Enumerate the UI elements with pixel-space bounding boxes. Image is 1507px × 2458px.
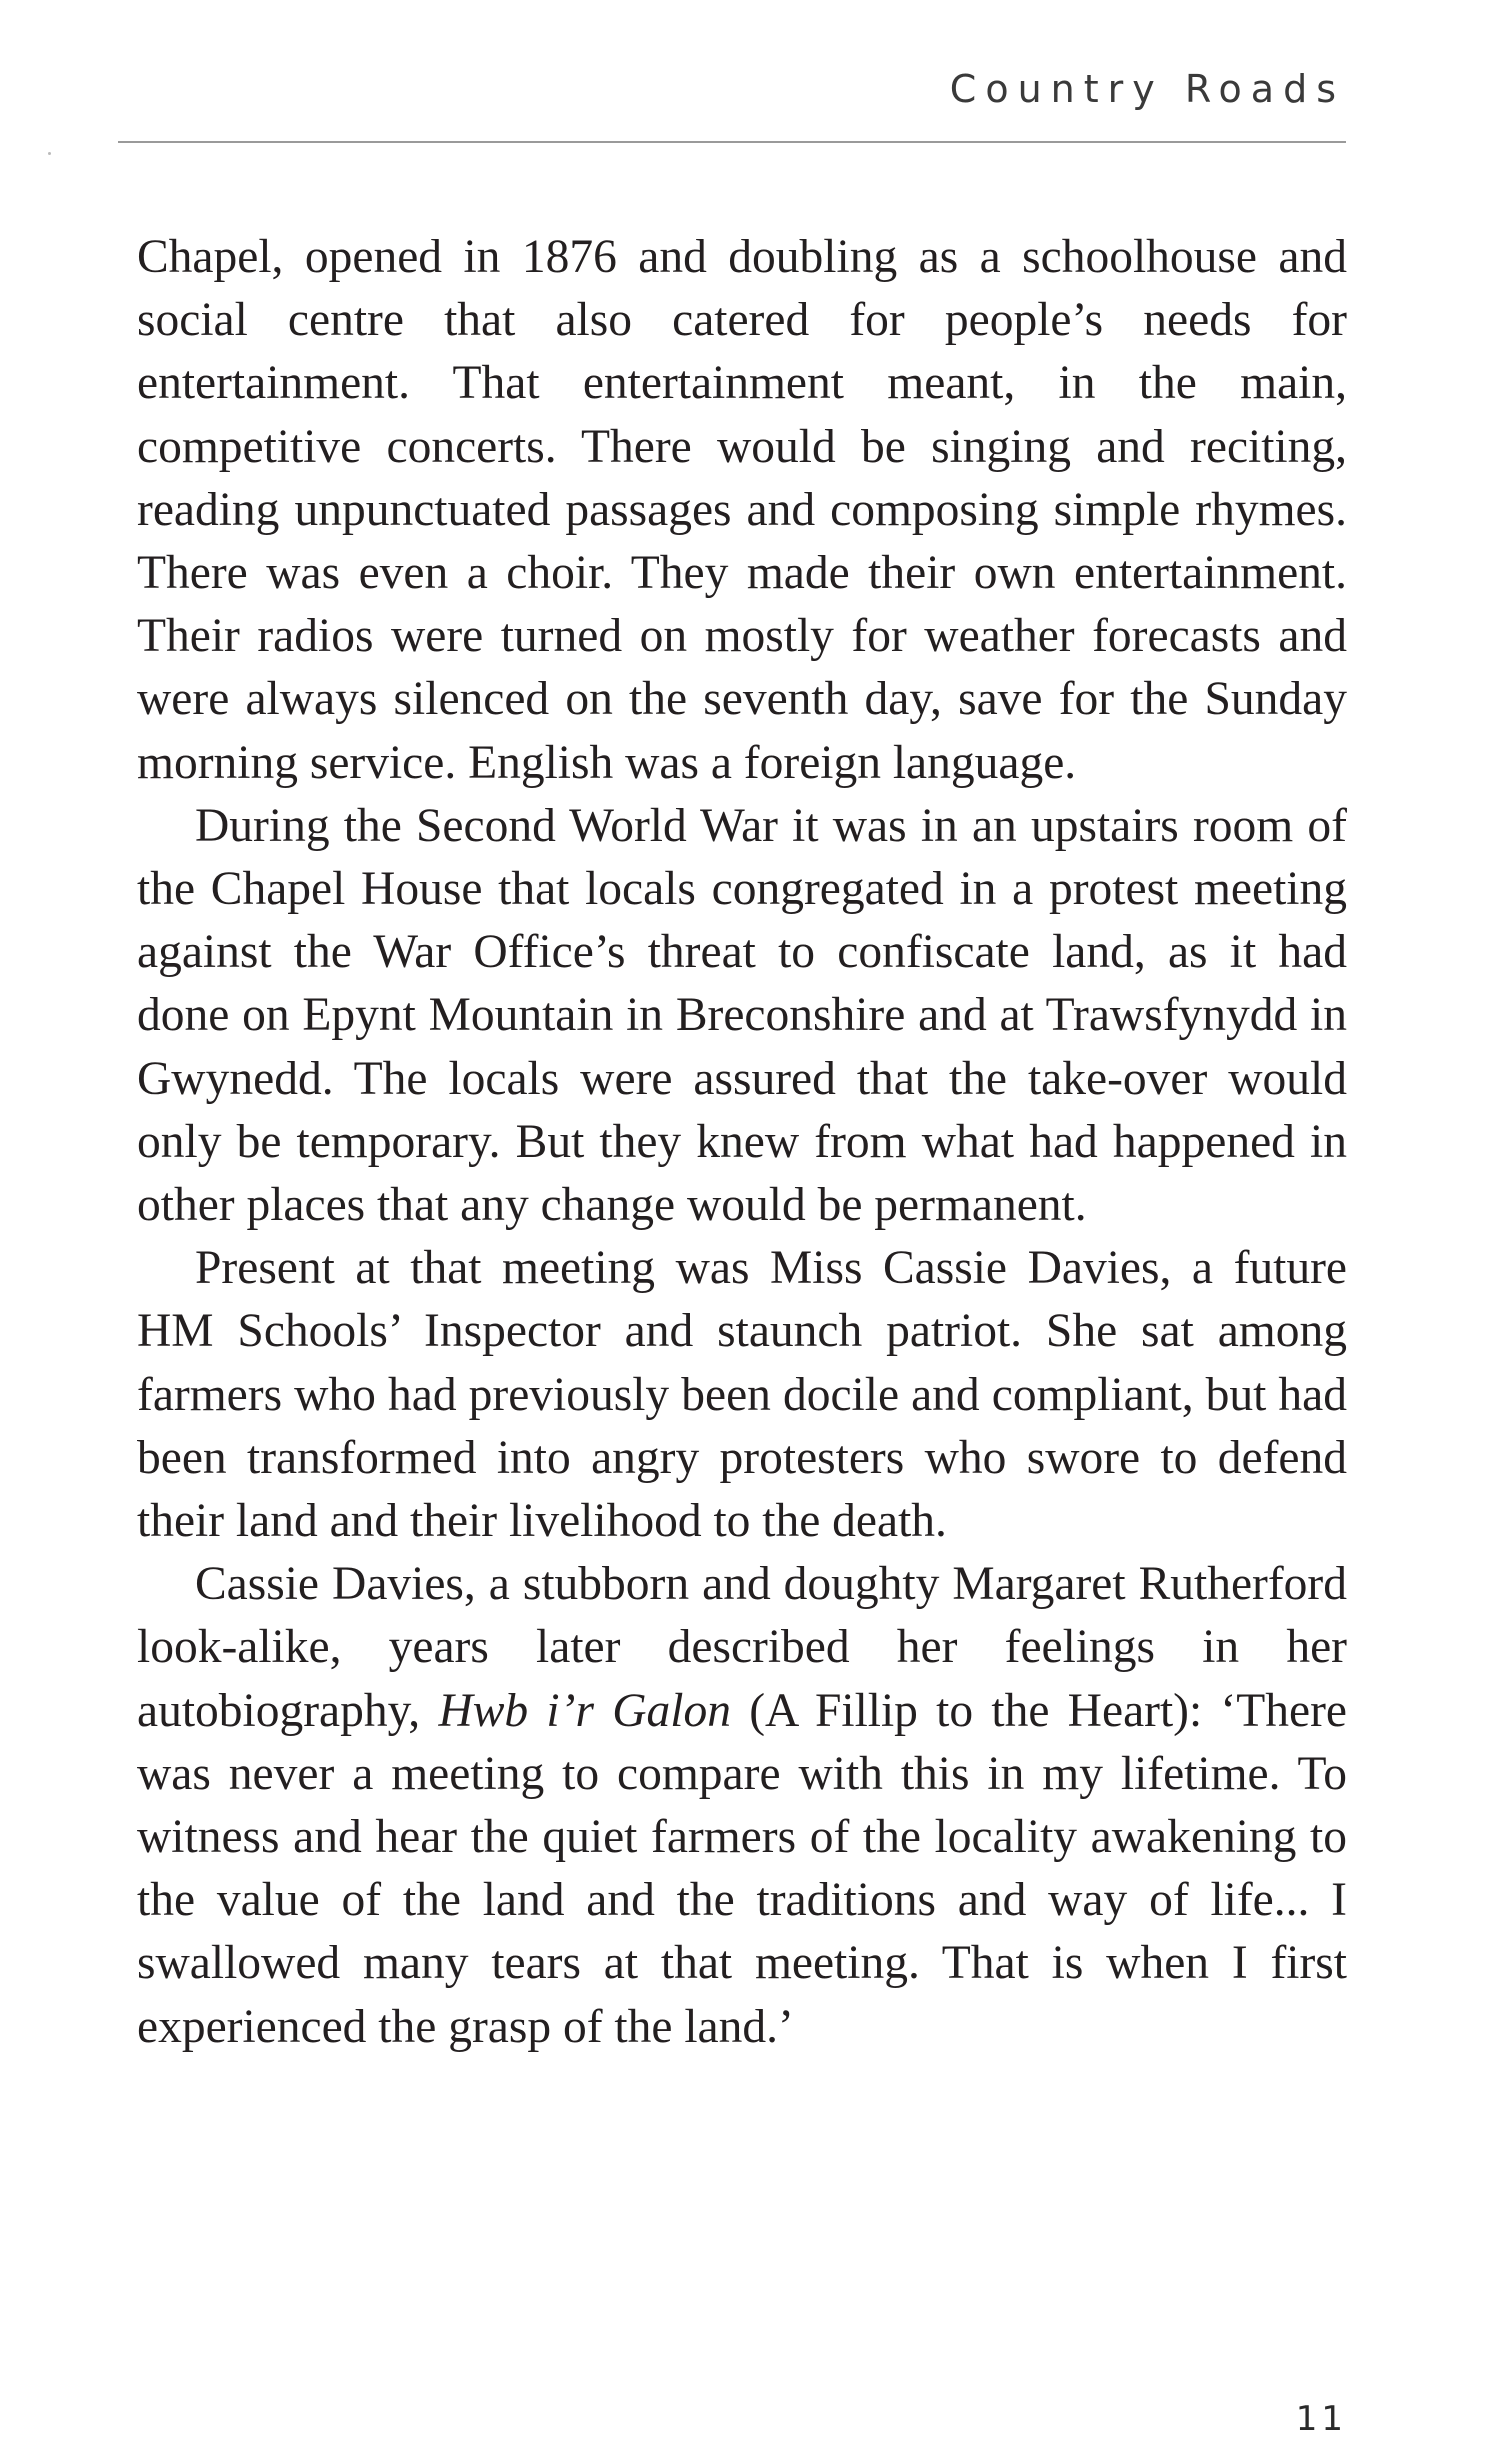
page-number: 11 xyxy=(1295,2399,1347,2439)
paragraph-1: Chapel, opened in 1876 and doubling as a schoolhouse and social centre that also catered for people’s needs for entertainment. That entertainment meant, in the main, competitive concerts. There would be singing and reciting, reading unpunctuated passages and composing simple rhymes. There was even a choir. They made their own entertainment. Their radios were turned on mostly for weather forecasts and were always silenced on the seventh day, save for the Sunday morning service. English was a foreign language. xyxy=(137,231,1347,789)
running-head: Country Roads xyxy=(949,67,1345,111)
header-rule xyxy=(118,141,1346,143)
paragraph-2: During the Second World War it was in an upstairs room of the Chapel House that locals congregated in a protest meeting against the War Office’s threat to confiscate land, as it had done on Epynt Mountain in Breconshire and at Trawsfynydd in Gwynedd. The locals were assured that the take-over would only be temporary. But they knew from what had happened in other places that any change would be permanent. xyxy=(137,799,1347,1232)
book-title: Hwb i’r Galon xyxy=(438,1684,731,1737)
paragraph-4-rest: (A Fillip to the Heart): ‘There was never a meeting to compare with this in my lifetime. To witness and hear the quiet farmers of the locality awakening to the value of the land and the traditions and way of life... I swallowed many tears at that meeting. That is when I first experienced the grasp of the land.’ xyxy=(137,1684,1348,2053)
body-text xyxy=(137,226,1347,2059)
paragraph-4-lead: Cassie Davies, a stubborn and doughty Margaret Rutherford look-alike, years later described her feelings in her autobiography, xyxy=(137,1558,1347,1737)
paragraph-3: Present at that meeting was Miss Cassie Davies, a future HM Schools’ Inspector and staunch patriot. She sat among farmers who had previously been docile and compliant, but had been transformed into angry protesters who swore to defend their land and their livelihood to the death. xyxy=(137,1242,1347,1548)
paragraph-4 xyxy=(137,1553,1347,2059)
scan-speck xyxy=(48,152,51,155)
